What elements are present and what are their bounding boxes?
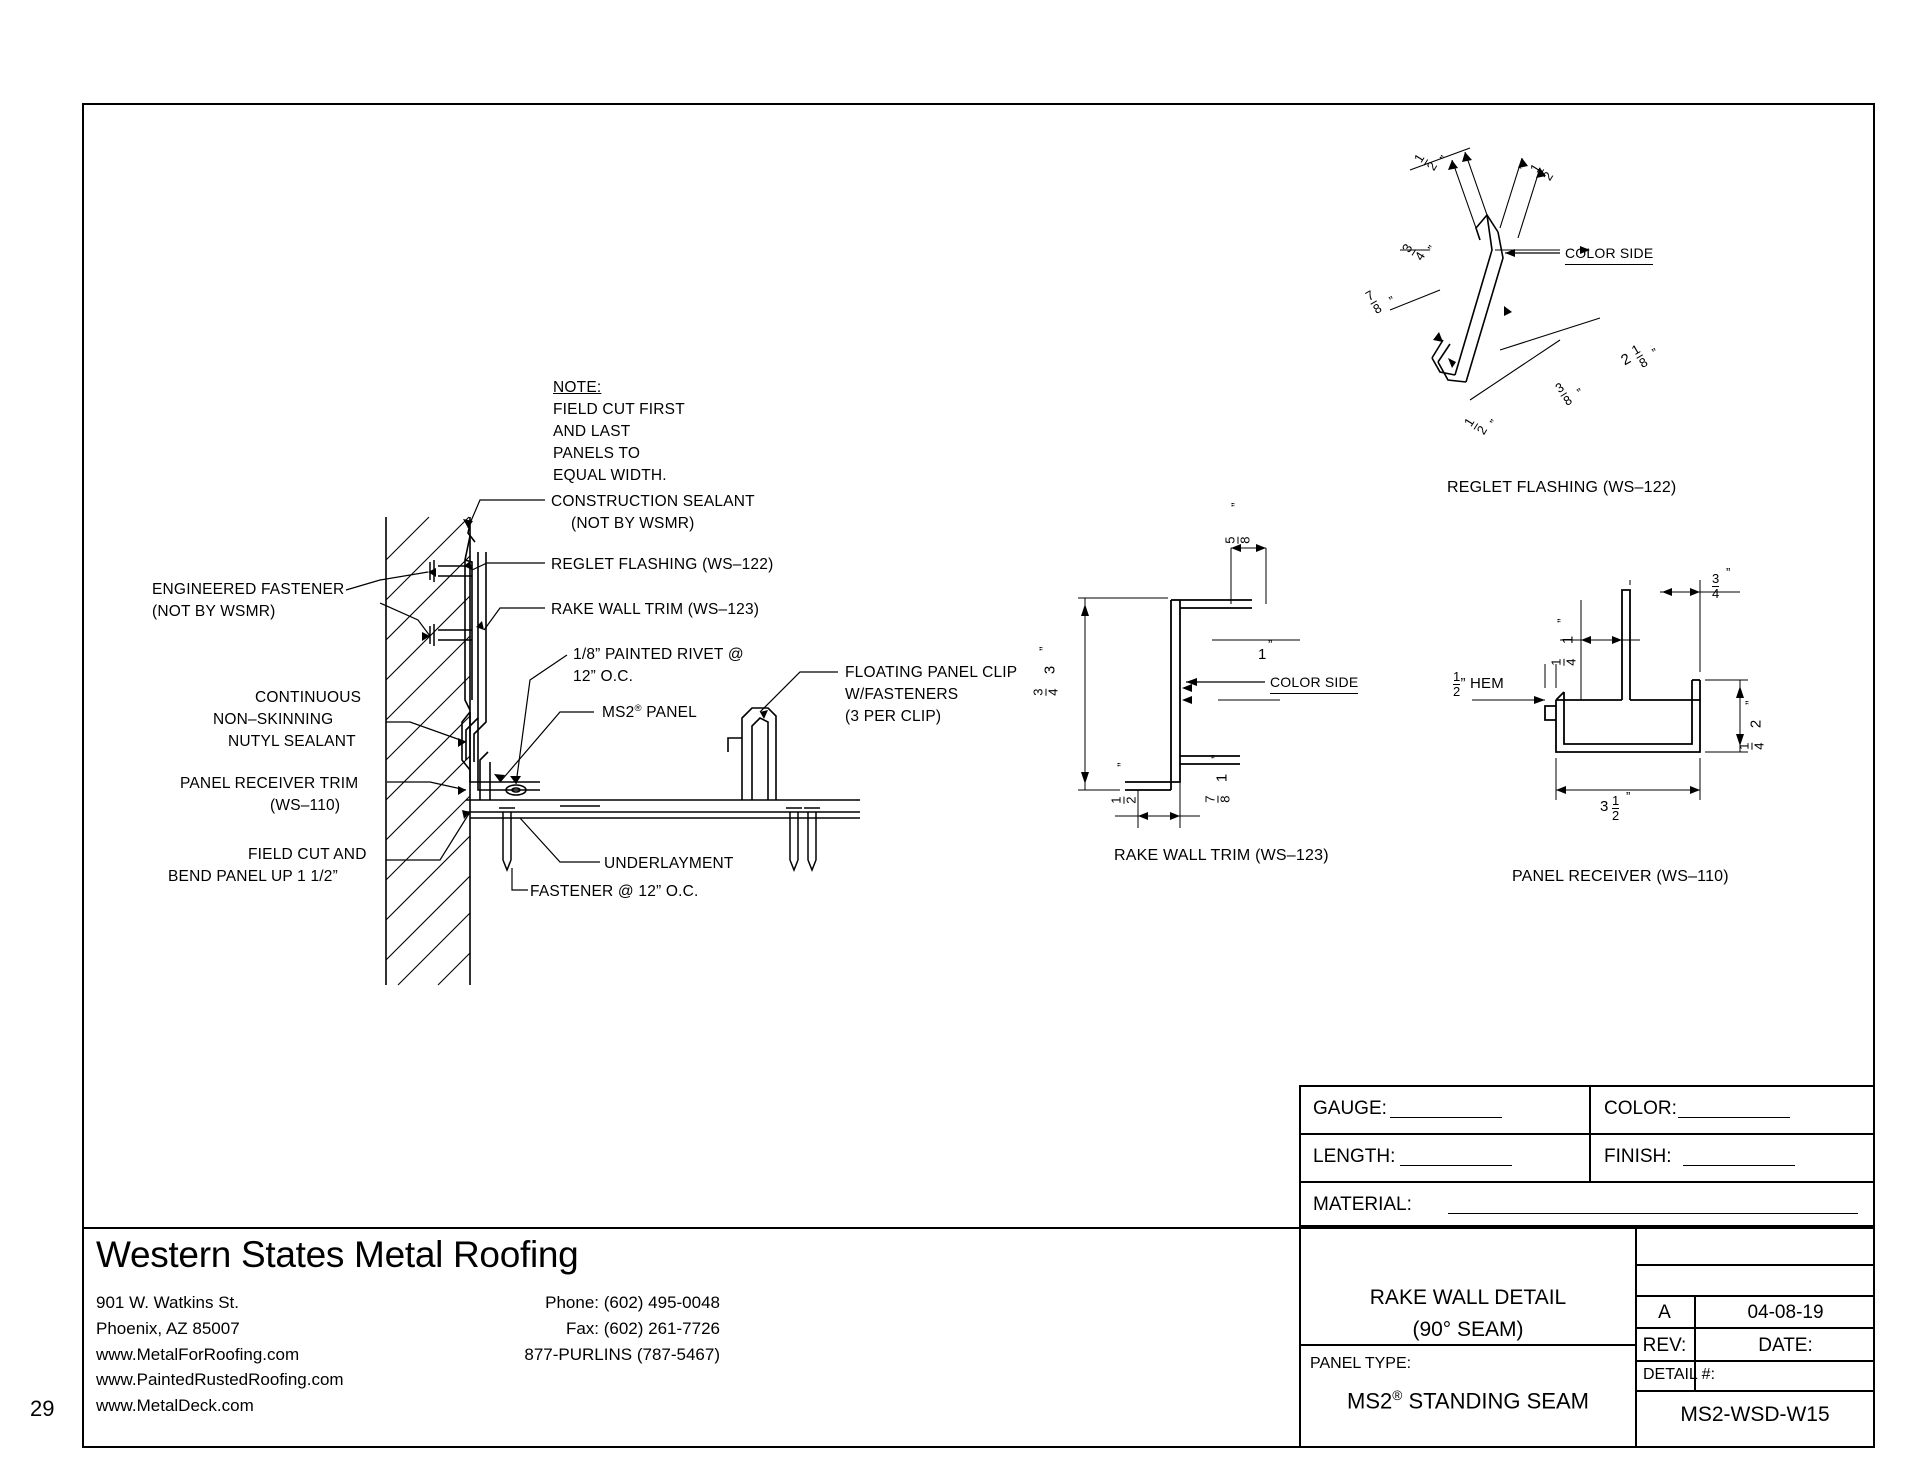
title-block-horiz-3 [1635, 1295, 1875, 1297]
reglet-dim-1-unit: ” [1436, 152, 1452, 165]
panel-receiver-caption: PANEL RECEIVER (WS–110) [1512, 868, 1729, 885]
spec-divider-vertical [1589, 1085, 1591, 1181]
reglet-dim-5: 3 8 [1552, 379, 1575, 409]
label-field-cut-2: BEND PANEL UP 1 1/2” [168, 868, 338, 885]
label-panel-receiver-trim-code: (WS–110) [270, 797, 341, 814]
spec-divider-1 [1299, 1133, 1875, 1135]
detail-number-label: DETAIL #: [1643, 1366, 1716, 1383]
panel-receiver-dim-1-unit: ” [1726, 565, 1731, 580]
spec-divider-2 [1299, 1181, 1875, 1183]
rake-trim-dim-4-whole: 1 [1213, 773, 1231, 783]
label-ms2-panel-tail: PANEL [641, 704, 697, 722]
panel-receiver-dim-2-whole: 1 [1559, 635, 1577, 645]
note-line-3: PANELS TO [553, 445, 641, 462]
color-value-field[interactable] [1678, 1117, 1790, 1118]
address-line-1: 901 W. Watkins St. [96, 1293, 239, 1312]
rake-wall-trim-caption: RAKE WALL TRIM (WS–123) [1114, 847, 1329, 864]
label-construction-sealant-note: (NOT BY WSMR) [571, 515, 695, 532]
title-block-horiz-2 [1635, 1264, 1875, 1266]
label-reglet-flashing: REGLET FLASHING (WS–122) [551, 556, 774, 573]
panel-receiver-hem-frac: $\frac{1}{2}$ [1453, 669, 1461, 699]
panel-type-ms2: MS2 [1347, 1388, 1393, 1414]
panel-receiver-hem-unit: ” [1460, 675, 1466, 693]
rev-value: A [1658, 1302, 1671, 1323]
label-construction-sealant: CONSTRUCTION SEALANT [551, 493, 755, 510]
note-heading: NOTE: [553, 379, 602, 396]
detail-title-line2: (90° SEAM) [1412, 1317, 1524, 1341]
rake-trim-dim-2: 5 8 [1222, 536, 1253, 544]
rake-trim-color-side-label: COLOR SIDE [1270, 673, 1358, 694]
title-block-horiz-6 [1635, 1390, 1875, 1392]
company-contact [400, 1290, 720, 1367]
reglet-flashing-caption: REGLET FLASHING (WS–122) [1447, 479, 1677, 496]
title-block-horiz-5 [1635, 1360, 1875, 1362]
panel-receiver-dim-1: $\frac{3}{4}$ [1712, 571, 1720, 601]
finish-value-field[interactable] [1683, 1165, 1795, 1166]
panel-receiver-dim-4: $\frac{1}{2}$ [1612, 793, 1620, 823]
label-field-cut-1: FIELD CUT AND [248, 846, 367, 863]
date-value: 04-08-19 [1747, 1302, 1824, 1323]
rake-trim-dim-2-unit: ” [1228, 502, 1244, 507]
detail-title [1299, 1282, 1637, 1345]
reglet-dim-5-unit: ” [1574, 384, 1587, 401]
label-engineered-fastener-note: (NOT BY WSMR) [152, 603, 276, 620]
length-label: LENGTH: [1313, 1146, 1396, 1167]
label-underlayment: UNDERLAYMENT [604, 855, 734, 872]
label-continuous-sealant-3: NUTYL SEALANT [228, 733, 356, 750]
reglet-dim-2: 1 2 [1526, 161, 1556, 183]
address-line-5[interactable]: www.MetalDeck.com [96, 1396, 254, 1416]
panel-receiver-dim-4-whole: 3 [1600, 798, 1609, 815]
title-block-horiz-4 [1635, 1327, 1875, 1329]
rake-trim-dim-3-unit: ” [1268, 637, 1273, 652]
address-line-4[interactable]: www.PaintedRustedRoofing.com [96, 1370, 344, 1390]
label-continuous-sealant-2: NON–SKINNING [213, 711, 334, 728]
note-line-1: FIELD CUT FIRST [553, 401, 685, 418]
finish-label: FINISH: [1604, 1146, 1672, 1167]
length-value-field[interactable] [1400, 1165, 1512, 1166]
reglet-color-side-label: COLOR SIDE [1565, 244, 1653, 265]
label-ms2-panel-text: MS2 [602, 704, 635, 722]
label-continuous-sealant-1: CONTINUOUS [255, 689, 362, 706]
label-engineered-fastener: ENGINEERED FASTENER [152, 581, 345, 598]
panel-receiver-dim-2: 1 4 [1548, 658, 1579, 666]
rake-trim-dim-4-unit: ” [1208, 754, 1224, 759]
rev-label: REV: [1642, 1335, 1687, 1356]
panel-type-tail: STANDING SEAM [1402, 1388, 1589, 1414]
panel-receiver-dim-3: 1 4 [1736, 742, 1767, 750]
material-label: MATERIAL: [1313, 1194, 1412, 1215]
address-line-2: Phoenix, AZ 85007 [96, 1318, 240, 1338]
rake-trim-dim-1-unit: ” [1036, 646, 1052, 651]
address-line-3[interactable]: www.MetalForRoofing.com [96, 1344, 300, 1364]
note-line-4: EQUAL WIDTH. [553, 467, 667, 484]
reglet-dim-6-whole: 2 [1618, 350, 1635, 370]
contact-line-3: 877-PURLINS (787-5467) [524, 1344, 720, 1364]
company-name: Western States Metal Roofing [96, 1234, 579, 1275]
contact-line-2: Fax: (602) 261-7726 [565, 1318, 720, 1338]
panel-receiver-dim-4-unit: ” [1626, 789, 1631, 804]
company-address [96, 1290, 344, 1419]
label-fastener-oc: FASTENER @ 12” O.C. [530, 883, 699, 900]
panel-type-label: PANEL TYPE: [1310, 1355, 1412, 1372]
color-label: COLOR: [1604, 1098, 1677, 1119]
gauge-value-field[interactable] [1390, 1117, 1502, 1118]
panel-receiver-dim-3-unit: ” [1742, 700, 1758, 705]
label-floating-clip-3: (3 PER CLIP) [845, 708, 942, 725]
page-number: 29 [30, 1396, 55, 1421]
detail-number-value: MS2-WSD-W15 [1680, 1403, 1830, 1426]
label-floating-clip-1: FLOATING PANEL CLIP [845, 664, 1018, 681]
label-painted-rivet-spacing: 12” O.C. [573, 668, 634, 685]
contact-line-1: Phone: (602) 495-0048 [545, 1293, 720, 1312]
reglet-dim-4-unit: ” [1386, 292, 1398, 309]
panel-type-value [1299, 1388, 1637, 1414]
detail-title-line1: RAKE WALL DETAIL [1369, 1286, 1567, 1309]
label-painted-rivet: 1/8” PAINTED RIVET @ [573, 646, 744, 663]
label-ms2-panel-reg: ® [634, 703, 642, 714]
reglet-dim-4: 7 8 [1362, 287, 1384, 317]
note-line-2: AND LAST [553, 423, 631, 440]
rake-trim-dim-1-whole: 3 [1041, 665, 1059, 675]
reglet-dim-3-unit: ” [1424, 242, 1440, 255]
date-label: DATE: [1758, 1335, 1813, 1356]
rake-trim-dim-5-unit: ” [1114, 762, 1130, 767]
reglet-dim-7-unit: ” [1486, 416, 1502, 429]
label-floating-clip-2: W/FASTENERS [845, 686, 959, 703]
gauge-label: GAUGE: [1313, 1098, 1387, 1119]
reglet-dim-3: 3 4 [1398, 241, 1428, 263]
label-rake-wall-trim: RAKE WALL TRIM (WS–123) [551, 601, 760, 618]
reglet-dim-6-unit: ” [1649, 344, 1661, 361]
rake-trim-dim-5: 1 2 [1108, 796, 1139, 804]
reglet-dim-2-unit: ” [1515, 162, 1531, 175]
reglet-dim-6: 1 8 [1628, 341, 1650, 371]
panel-receiver-dim-3-whole: 2 [1747, 719, 1765, 729]
panel-type-reg: ® [1392, 1388, 1403, 1403]
rake-trim-dim-1: 3 4 [1030, 688, 1061, 696]
rake-trim-dim-4: 7 8 [1202, 795, 1233, 803]
panel-receiver-dim-2-unit: ” [1554, 618, 1570, 623]
material-value-field[interactable] [1448, 1213, 1858, 1214]
panel-receiver-hem-frac-whole [1453, 670, 1504, 698]
reglet-dim-7: 1 2 [1460, 415, 1490, 437]
panel-receiver-hem-label: HEM [1470, 675, 1504, 693]
reglet-dim-1: 1 2 [1410, 151, 1440, 173]
label-panel-receiver-trim: PANEL RECEIVER TRIM [180, 775, 359, 792]
rake-trim-dim-3-whole: 1 [1258, 646, 1267, 663]
